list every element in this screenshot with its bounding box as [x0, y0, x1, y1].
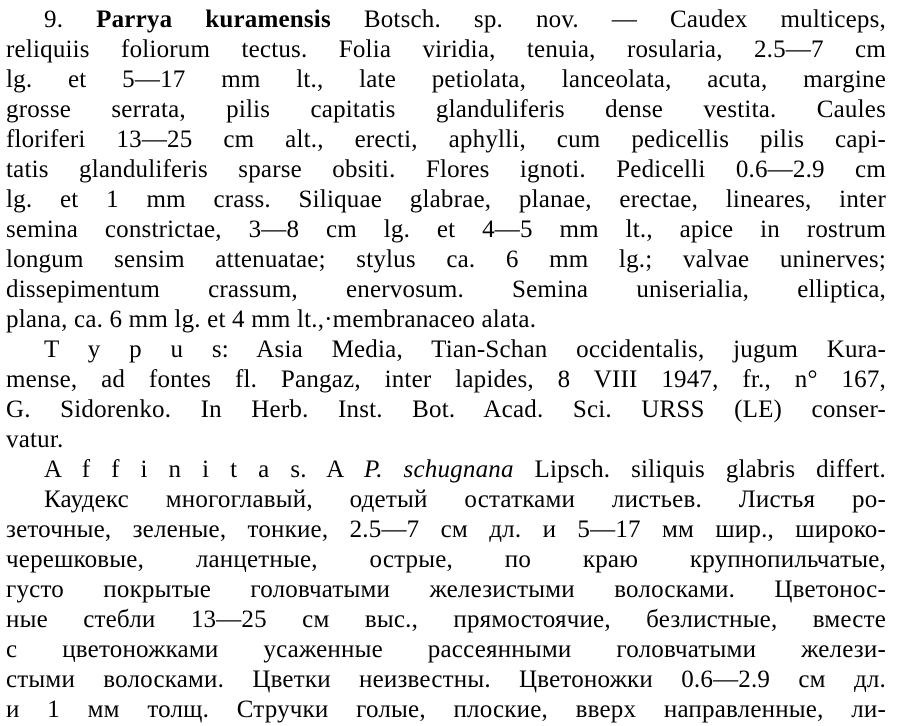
russian-line: Каудекс многоглавый, одетый остатками листьев. Листья ро-: [44, 486, 886, 513]
affinitas-label: A f f i n i t a s.: [44, 456, 327, 483]
affinitas-rest: Lipsch. siliquis glabris differt.: [513, 456, 886, 483]
latin-line: lg. et 5—17 mm lt., late petiolata, lanceolata, acuta, margine: [6, 66, 886, 93]
species-heading-line: [6, 5, 886, 35]
latin-line: longum sensim attenuatae; stylus ca. 6 mm lg.; valvae uninerves;: [6, 246, 886, 273]
russian-line: ные стебли 13—25 см выс., прямостоячие, безлистные, вместе: [6, 606, 886, 633]
russian-line: густо покрытые головчатыми железистыми волосками. Цветонос-: [6, 576, 886, 603]
russian-description-paragraph: [6, 485, 886, 725]
latin-line: tatis glanduliferis sparse obsiti. Flores ignoti. Pedicelli 0.6—2.9 cm: [6, 156, 886, 183]
latin-line: floriferi 13—25 cm alt., erecti, aphylli, cum pedicellis pilis capi-: [6, 126, 886, 153]
russian-line: и 1 мм толщ. Стручки голые, плоские, вверх направленные, ли-: [6, 696, 886, 723]
typus-line: mense, ad fontes fl. Pangaz, inter lapides, 8 VIII 1947, fr., n° 167,: [6, 366, 886, 393]
compared-species-italic: P. schugnana: [363, 456, 514, 483]
affinitas-pre: A: [326, 456, 364, 483]
latin-line: lg. et 1 mm crass. Siliquae glabrae, planae, erectae, lineares, inter: [6, 186, 886, 213]
typus-line: G. Sidorenko. In Herb. Inst. Bot. Acad. Sci. URSS (LE) conser-: [6, 396, 886, 423]
typus-line-last: vatur.: [6, 426, 64, 453]
russian-line: зеточные, зеленые, тонкие, 2.5—7 см дл. и 5—17 мм шир., широко-: [6, 516, 886, 543]
latin-line-last: plana, ca. 6 mm lg. et 4 mm lt.,·membranaceo alata.: [6, 306, 537, 333]
typus-paragraph: [6, 335, 886, 455]
latin-line: semina constrictae, 3—8 cm lg. et 4—5 mm lt., apice in rostrum: [6, 216, 886, 243]
latin-diagnosis-paragraph: [6, 5, 886, 335]
affinitas-line: [6, 455, 886, 485]
species-number: 9.: [44, 6, 97, 33]
typus-line: T y p u s: Asia Media, Tian-Schan occidentalis, jugum Kura-: [44, 336, 886, 363]
species-heading-rest: Botsch. sp. nov. — Caudex multiceps,: [330, 6, 886, 33]
affinitas-paragraph: [6, 455, 886, 485]
latin-line: reliquiis foliorum tectus. Folia viridia, tenuia, rosularia, 2.5—7 cm: [6, 36, 886, 63]
russian-line: черешковые, ланцетные, острые, по краю крупнопильчатые,: [6, 546, 886, 573]
latin-line: grosse serrata, pilis capitatis glanduliferis dense vestita. Caules: [6, 96, 886, 123]
russian-line: стыми волосками. Цветки неизвестны. Цветоножки 0.6—2.9 см дл.: [6, 666, 886, 693]
latin-line: dissepimentum crassum, enervosum. Semina uniserialia, elliptica,: [6, 276, 886, 303]
russian-line: с цветоножками усаженные рассеянными головчатыми желези-: [6, 636, 886, 663]
species-name-bold: Parrya kuramensis: [96, 6, 331, 33]
